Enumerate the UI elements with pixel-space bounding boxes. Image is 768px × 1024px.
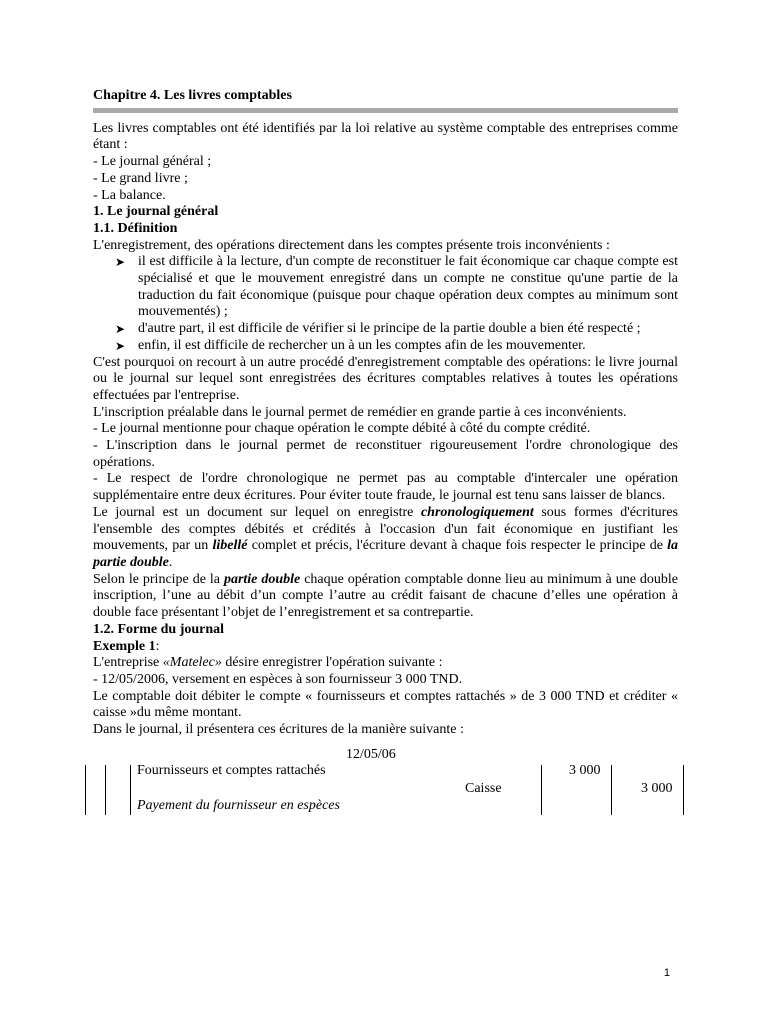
example-line: L'entreprise «Matelec» désire enregistrer l'opération suivante :	[93, 655, 443, 671]
subsection-heading: 1.2. Forme du journal	[93, 621, 225, 637]
advantage-item: - L'inscription dans le journal permet de reconstituer rigoureusement l'ordre chronologique des opérations.	[93, 438, 678, 470]
example-line: Le comptable doit débiter le compte « fournisseurs et comptes rattachés » de 3 000 TND et créditer « caisse »du même montant.	[93, 688, 678, 721]
example-line: - 12/05/2006, versement en espèces à son fournisseur 3 000 TND.	[93, 671, 463, 687]
table-rule	[130, 765, 131, 815]
subsection-heading: 1.1. Définition	[93, 220, 178, 236]
document-page	[93, 88, 678, 819]
list-item: ➤ d'autre part, il est difficile de vérifier si le principe de la partie double a bien été respecté ;	[115, 321, 641, 337]
arrow-bullet-icon: ➤	[115, 338, 126, 353]
partie-double-paragraph: Selon le principe de la partie double chaque opération comptable donne lieu au minimum à une double inscription, l’une au débit d’un compte l’autre au crédit faisant de chacune d’elles une opération à double face présentant l’objet de l’enregistrement et sa contrepartie.	[93, 571, 678, 621]
journal-definition: Le journal est un document sur lequel on enregistre chronologiquement sous formes d'écritures l'ensemble des comptes débités et crédités à l'occasion d'un fait économique en justifiant les mouvements, par un libellé complet et précis, l'écriture devant à chaque fois respecter le principe de la partie double.	[93, 504, 679, 570]
entry-label: Payement du fournisseur en espèces	[137, 798, 340, 814]
table-rule	[611, 765, 612, 815]
credit-account: Caisse	[465, 781, 502, 797]
advantage-item: - Le respect de l'ordre chronologique ne permet pas au comptable d'intercaler une opération supplémentaire entre deux écritures. Pour éviter toute fraude, le journal est tenu sans laisser de blancs.	[93, 471, 678, 504]
definition-intro: L'enregistrement, des opérations directement dans les comptes présente trois inconvénients :	[93, 237, 610, 253]
journal-entry-table	[93, 763, 678, 819]
intro-paragraph: Les livres comptables ont été identifiés par la loi relative au système comptable des entreprises comme étant :	[93, 120, 678, 153]
book-item: - La balance.	[93, 187, 166, 203]
page-number: 1	[663, 967, 670, 979]
chapter-title: Chapitre 4. Les livres comptables	[93, 88, 292, 103]
advantage-item: - Le journal mentionne pour chaque opération le compte débité à côté du compte crédité.	[93, 421, 591, 437]
debit-account: Fournisseurs et comptes rattachés	[137, 763, 326, 779]
list-item: ➤ enfin, il est difficile de rechercher un à un les comptes afin de les mouvementer.	[115, 337, 586, 353]
arrow-bullet-icon: ➤	[115, 255, 126, 270]
section-heading: 1. Le journal général	[93, 204, 219, 220]
list-item: ➤ il est difficile à la lecture, d'un compte de reconstituer le fait économique car chaque compte est spécialisé et que le mouvement enregistré dans un compte ne constitue qu'une partie de la traduction du fait économique (puisque pour chaque opération deux comptes au minimum sont mouvementés) ;	[115, 254, 678, 320]
example-line: Dans le journal, il présentera ces écritures de la manière suivante :	[93, 722, 464, 738]
example-heading: Exemple 1:	[93, 638, 160, 654]
table-rule	[541, 765, 542, 815]
inconvenients-list	[93, 254, 678, 354]
title-rule	[93, 108, 678, 113]
book-item: - Le grand livre ;	[93, 170, 188, 186]
journal-date: 12/05/06	[346, 746, 396, 762]
table-rule	[85, 765, 86, 815]
paragraph: L'inscription préalable dans le journal permet de remédier en grande partie à ces inconvénients.	[93, 404, 627, 420]
debit-amount: 3 000	[569, 763, 601, 779]
table-rule	[683, 765, 684, 815]
credit-amount: 3 000	[641, 781, 673, 797]
book-item: - Le journal général ;	[93, 154, 212, 170]
table-rule	[105, 765, 106, 815]
paragraph: C'est pourquoi on recourt à un autre procédé d'enregistrement comptable des opérations: le livre journal ou le journal sur lequel sont enregistrées des écritures comptables relatives à toutes les opérations effectuées par l'entreprise.	[93, 354, 678, 403]
arrow-bullet-icon: ➤	[115, 322, 126, 337]
